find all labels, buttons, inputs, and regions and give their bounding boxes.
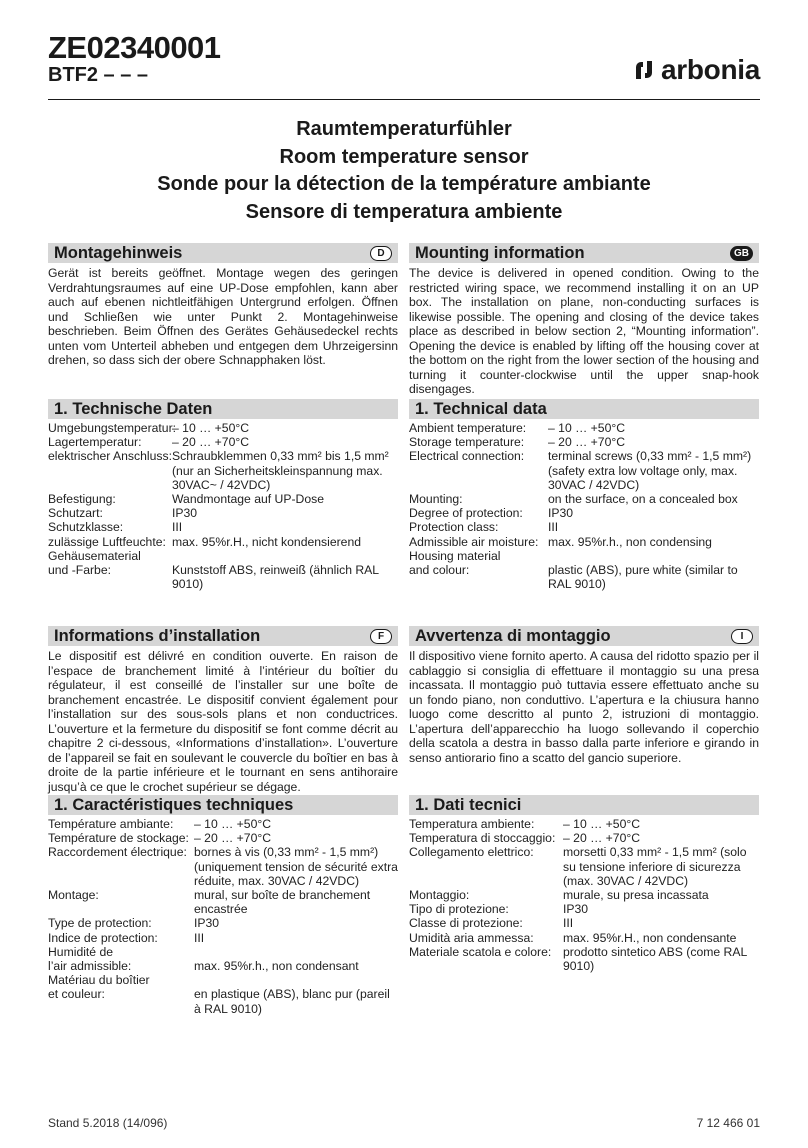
section-header	[409, 795, 759, 815]
spec-value: – 10 … +50°C	[548, 421, 626, 435]
spec-row	[409, 563, 759, 591]
spec-row	[409, 506, 759, 520]
spec-value	[194, 973, 398, 987]
spec-row	[409, 492, 759, 506]
spec-table	[409, 817, 759, 973]
spec-value: Kunststoff ABS, reinweiß (ähnlich RAL 9010)	[172, 563, 379, 592]
document-titles	[48, 116, 760, 226]
language-badge: D	[370, 246, 392, 261]
section-title: 1. Technische Daten	[54, 399, 213, 418]
spec-row	[48, 421, 398, 435]
spec-value: III	[548, 520, 559, 535]
spec-label: Mounting:	[409, 492, 463, 507]
section-it-technical	[409, 795, 759, 973]
spec-row	[48, 817, 398, 831]
spec-row	[48, 831, 398, 845]
section-header	[48, 243, 398, 263]
spec-row	[409, 421, 759, 435]
spec-value: en plastique (ABS), blanc pur (pareil à RAL 9010)	[194, 987, 390, 1016]
spec-value: murale, su presa incassata	[563, 888, 709, 903]
spec-label: Temperatura di stoccaggio:	[409, 831, 556, 846]
spec-label: Température de stockage:	[48, 831, 189, 846]
spec-value: IP30	[194, 916, 220, 931]
brand-name: arbonia	[660, 54, 760, 85]
spec-label: Electrical connection:	[409, 449, 525, 464]
mounting-text: Il dispositivo viene fornito aperto. A causa del ridotto spazio per il cablaggio si consiglia di effettuare il montaggio su una presa incassata. Il montaggio può tuttavia essere effettuato anche su un fondo piano, non conduttivo. L’apertura e la chiusura hanno luogo come descritto al punto 2, istruzioni di montaggio. L’apertura dell’apparecchio ha luogo sollevando il coperchio della scatola a destra in basso dalla parte inferiore e girando in senso antiorario fino a scatto del gancio superiore.	[409, 649, 759, 765]
section-header	[48, 399, 398, 419]
section-de-mounting	[48, 243, 398, 368]
spec-row	[48, 916, 398, 930]
section-title: 1. Technical data	[415, 399, 547, 418]
spec-label: Montage:	[48, 888, 99, 903]
spec-row	[48, 492, 398, 506]
spec-value: III	[194, 930, 205, 945]
spec-label: Humidité de	[48, 944, 114, 959]
spec-value: max. 95%r.h., non condensant	[194, 959, 359, 974]
spec-value: max. 95%r.H., nicht kondensierend	[172, 534, 362, 549]
section-title: 1. Dati tecnici	[415, 795, 522, 814]
section-header	[409, 626, 759, 646]
spec-label: Housing material	[409, 548, 501, 563]
language-badge: GB	[730, 246, 753, 261]
spec-label: Storage temperature:	[409, 435, 525, 450]
spec-value	[172, 549, 398, 563]
spec-row	[48, 506, 398, 520]
spec-value: on the surface, on a concealed box	[548, 492, 738, 507]
spec-row	[48, 845, 398, 888]
spec-label: Protection class:	[409, 520, 499, 535]
arbonia-logo-icon	[633, 59, 655, 81]
spec-label: Schutzart:	[48, 506, 103, 521]
spec-row	[48, 945, 398, 959]
mounting-text: The device is delivered in opened condition. Owing to the restricted wiring space, we recommend installing it on an UP box. The installation on plane, non-conducting surfaces is likewise possible. The opening and closing of the device takes place as described in below section 2, “Mounting information”. Opening the device is enabled by lifting off the housing cover at the bottom on the right from the lower section of the housing and turning it counter-clockwise until the upper snap-hook disengages.	[409, 266, 759, 396]
spec-label: Tipo di protezione:	[409, 902, 509, 917]
spec-value: – 10 … +50°C	[172, 421, 250, 435]
spec-label: Type de protection:	[48, 916, 152, 931]
spec-label: Materiale scatola e colore:	[409, 944, 552, 959]
spec-label: Raccordement électrique:	[48, 845, 187, 860]
spec-label: Matériau du boîtier	[48, 973, 150, 988]
spec-value: max. 95%r.H., non condensante	[563, 930, 737, 945]
spec-label: Température ambiante:	[48, 817, 174, 831]
model-code: BTF2 – – –	[48, 64, 149, 86]
spec-value: IP30	[548, 506, 574, 521]
section-header	[48, 626, 398, 646]
spec-row	[48, 931, 398, 945]
spec-label: and colour:	[409, 563, 470, 578]
spec-value: IP30	[563, 902, 589, 917]
spec-row	[409, 931, 759, 945]
spec-label: Montaggio:	[409, 888, 470, 903]
spec-value: – 10 … +50°C	[563, 817, 641, 831]
spec-table	[409, 421, 759, 591]
spec-label: Ambient temperature:	[409, 421, 527, 435]
spec-value: Wandmontage auf UP-Dose	[172, 492, 324, 507]
spec-label: Temperatura ambiente:	[409, 817, 535, 831]
document-header	[48, 28, 760, 92]
language-badge: F	[370, 629, 392, 644]
spec-label: Umgebungstemperatur:	[48, 421, 177, 435]
section-de-technical	[48, 399, 398, 591]
spec-label: et couleur:	[48, 987, 105, 1002]
spec-row	[48, 563, 398, 591]
spec-value: III	[563, 916, 574, 931]
spec-value: – 20 … +70°C	[563, 831, 641, 846]
spec-label: und -Farbe:	[48, 563, 112, 578]
spec-row	[48, 535, 398, 549]
spec-table	[48, 817, 398, 1016]
section-title: Montagehinweis	[54, 243, 183, 262]
spec-value: morsetti 0,33 mm² - 1,5 mm² (solo su tensione inferiore di sicurezza (max. 30VAC / 42VDC)	[563, 845, 747, 888]
spec-row	[409, 916, 759, 930]
part-number: 7 12 466 01	[696, 1116, 760, 1130]
spec-row	[409, 449, 759, 492]
spec-table	[48, 421, 398, 591]
spec-value: IP30	[172, 506, 198, 521]
spec-label: zulässige Luftfeuchte:	[48, 534, 166, 549]
spec-row	[48, 435, 398, 449]
section-it-mounting	[409, 626, 759, 765]
spec-value: terminal screws (0,33 mm² - 1,5 mm²) (safety extra low voltage only, max. 30VAC / 42VDC)	[548, 449, 752, 492]
language-badge: I	[731, 629, 753, 644]
header-divider	[48, 99, 760, 100]
spec-value: prodotto sintetico ABS (come RAL 9010)	[563, 944, 747, 974]
section-en-mounting	[409, 243, 759, 397]
spec-label: Gehäusematerial	[48, 548, 141, 563]
spec-row	[409, 549, 759, 563]
document-number: ZE02340001	[48, 30, 221, 65]
spec-value: bornes à vis (0,33 mm² - 1,5 mm²) (uniquement tension de sécurité extra réduite, max. 30VAC / 42VDC)	[194, 845, 398, 888]
section-en-technical	[409, 399, 759, 591]
spec-row	[409, 888, 759, 902]
spec-label: elektrischer Anschluss:	[48, 449, 172, 464]
section-title: 1. Caractéristiques techniques	[54, 795, 294, 814]
section-fr-mounting	[48, 626, 398, 794]
section-title: Mounting information	[415, 243, 585, 262]
spec-row	[48, 549, 398, 563]
brand-logo	[633, 54, 760, 86]
revision-stamp: Stand 5.2018 (14/096)	[48, 1116, 168, 1130]
spec-label: Befestigung:	[48, 492, 116, 507]
spec-label: Degree of protection:	[409, 506, 523, 521]
section-header	[48, 795, 398, 815]
section-header	[409, 399, 759, 419]
title-fr: Sonde pour la détection de la température ambiante	[157, 173, 651, 195]
spec-row	[48, 520, 398, 534]
title-en: Room temperature sensor	[279, 145, 529, 168]
spec-value: max. 95%r.h., non condensing	[548, 534, 712, 549]
spec-row	[409, 817, 759, 831]
spec-label: Classe di protezione:	[409, 916, 523, 931]
spec-value	[194, 945, 398, 959]
spec-row	[409, 945, 759, 973]
spec-value: Schraubklemmen 0,33 mm² bis 1,5 mm² (nur an Sicherheitskleinspannung max. 30VAC~ / 42VDC)	[172, 449, 389, 492]
spec-row	[409, 831, 759, 845]
section-header	[409, 243, 759, 263]
spec-label: Admissible air moisture:	[409, 534, 539, 549]
spec-row	[48, 959, 398, 973]
spec-value	[548, 549, 759, 563]
mounting-text: Le dispositif est délivré en condition ouverte. En raison de l’espace de branchement limité à l’intérieur du boîtier du régulateur, il est conseillé de l’installer sur une boîte de branchement encastrée. Le dispositif convient également pour l’installation sur des sous-sols plans et non conductrices. L’ouverture et la fermeture du dispositif se font comme décrit au chapitre 2 ci-dessous, «Informations d’installation». L’ouverture de l’appareil se fait en soulevant le couvercle du boîtier en bas à droite de la partie inférieure et le tournant en sens antihoraire jusqu’à ce que le crochet supérieur se dégage.	[48, 649, 398, 794]
spec-value: III	[172, 520, 183, 535]
spec-label: Indice de protection:	[48, 930, 158, 945]
section-title: Avvertenza di montaggio	[415, 626, 611, 645]
spec-row	[409, 520, 759, 534]
spec-label: Collegamento elettrico:	[409, 845, 534, 860]
spec-row	[409, 435, 759, 449]
spec-value: – 20 … +70°C	[172, 435, 250, 450]
spec-row	[409, 845, 759, 888]
spec-row	[409, 902, 759, 916]
title-it: Sensore di temperatura ambiente	[245, 200, 563, 223]
spec-label: l’air admissible:	[48, 959, 132, 974]
mounting-text: Gerät ist bereits geöffnet. Montage wegen des geringen Verdrahtungsraumes auf eine UP-Dose empfohlen, kann aber auch auf ebenen nichtleitfähigen Untergrund erfolgen. Öffnen und Schließen wie unter Punkt 2. Montagehinweise beschrieben. Beim Öffnen des Gerätes Gehäusedeckel rechts unten vom Unterteil abheben und entgegen dem Uhrzeigersinn drehen, so dass sich der obere Schnapphaken löst.	[48, 266, 398, 367]
spec-label: Lagertemperatur:	[48, 435, 142, 450]
spec-value: plastic (ABS), pure white (similar to RAL 9010)	[548, 563, 738, 592]
title-de: Raumtemperaturfühler	[296, 118, 512, 140]
spec-value: – 10 … +50°C	[194, 817, 272, 831]
spec-value: mural, sur boîte de branchement encastrée	[194, 888, 371, 917]
spec-row	[409, 535, 759, 549]
spec-value: – 20 … +70°C	[194, 831, 272, 846]
spec-row	[48, 449, 398, 492]
spec-value: – 20 … +70°C	[548, 435, 626, 450]
spec-label: Schutzklasse:	[48, 520, 124, 535]
spec-row	[48, 888, 398, 916]
section-fr-technical	[48, 795, 398, 1016]
spec-row	[48, 987, 398, 1015]
section-title: Informations d’installation	[54, 626, 261, 645]
spec-row	[48, 973, 398, 987]
spec-label: Umidità aria ammessa:	[409, 930, 534, 945]
